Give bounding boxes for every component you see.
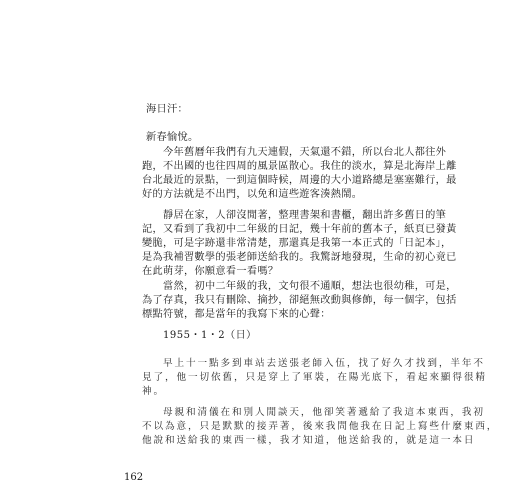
- paragraph-line: 在此萌芽，你願意看一看嗎？: [142, 266, 279, 277]
- paragraph-line: 標點符號，都是當年的我寫下來的心聲：: [142, 309, 331, 320]
- diary-line: 見了，他一切依舊，只是穿上了軍裝，在陽光底下，看起來顯得很精: [142, 372, 487, 383]
- letter-salutation: 海日汗：: [146, 104, 188, 115]
- letter-greeting: 新春愉悅。: [146, 132, 199, 143]
- paragraph-line: 記，又看到了我初中二年級的日記，幾十年前的舊本子，紙頁已發黃: [142, 224, 457, 235]
- diary-line: 不以為意，只是默默的接弄著，後來我問他我在日記上寫些什麼東西，: [142, 421, 499, 432]
- diary-line: 他說和送給我的東西一樣，我才知道，他送給我的，就是這一本日: [142, 435, 476, 446]
- paragraph-line: 變脆，可是字跡還非常清楚，那還真是我第一本正式的「日記本」，: [142, 238, 452, 249]
- diary-line: 神。: [142, 386, 165, 397]
- paragraph-line: 是為我補習數學的張老師送給我的。我驚訝地發現，生命的初心竟已: [142, 252, 457, 263]
- diary-line: 早上十一點多到車站去送張老師入伍，找了好久才找到，半年不: [163, 358, 485, 369]
- paragraph-line: 今年舊曆年我們有九天連假，天氣還不錯，所以台北人都往外: [163, 147, 447, 158]
- paragraph-line: 當然，初中二年級的我，文句很不通順，想法也很幼稚，可是，: [163, 281, 457, 292]
- diary-date: 1955・1・2（日）: [163, 330, 257, 341]
- page-number: 162: [124, 472, 144, 483]
- paragraph-line: 為了存真，我只有刪除、摘抄，卻絕無改動與修飾，每一個字，包括: [142, 295, 457, 306]
- diary-line: 母親和清儀在和別人閒談天，他卻笑著遞給了我這本東西，我初: [163, 407, 485, 418]
- paragraph-line: 台北最近的景點，一到這個時候，周邊的大小道路總是塞塞難行，最: [142, 175, 457, 186]
- paragraph-line: 好的方法就是不出門，以免和這些遊客湊熱鬧。: [142, 189, 363, 200]
- paragraph-line: 靜居在家，人卻沒閒著，整理書架和書櫃，翻出許多舊日的筆: [163, 210, 447, 221]
- paragraph-line: 跑，不出國的也往四周的風景區散心。我住的淡水，算是北海岸上離: [142, 161, 457, 172]
